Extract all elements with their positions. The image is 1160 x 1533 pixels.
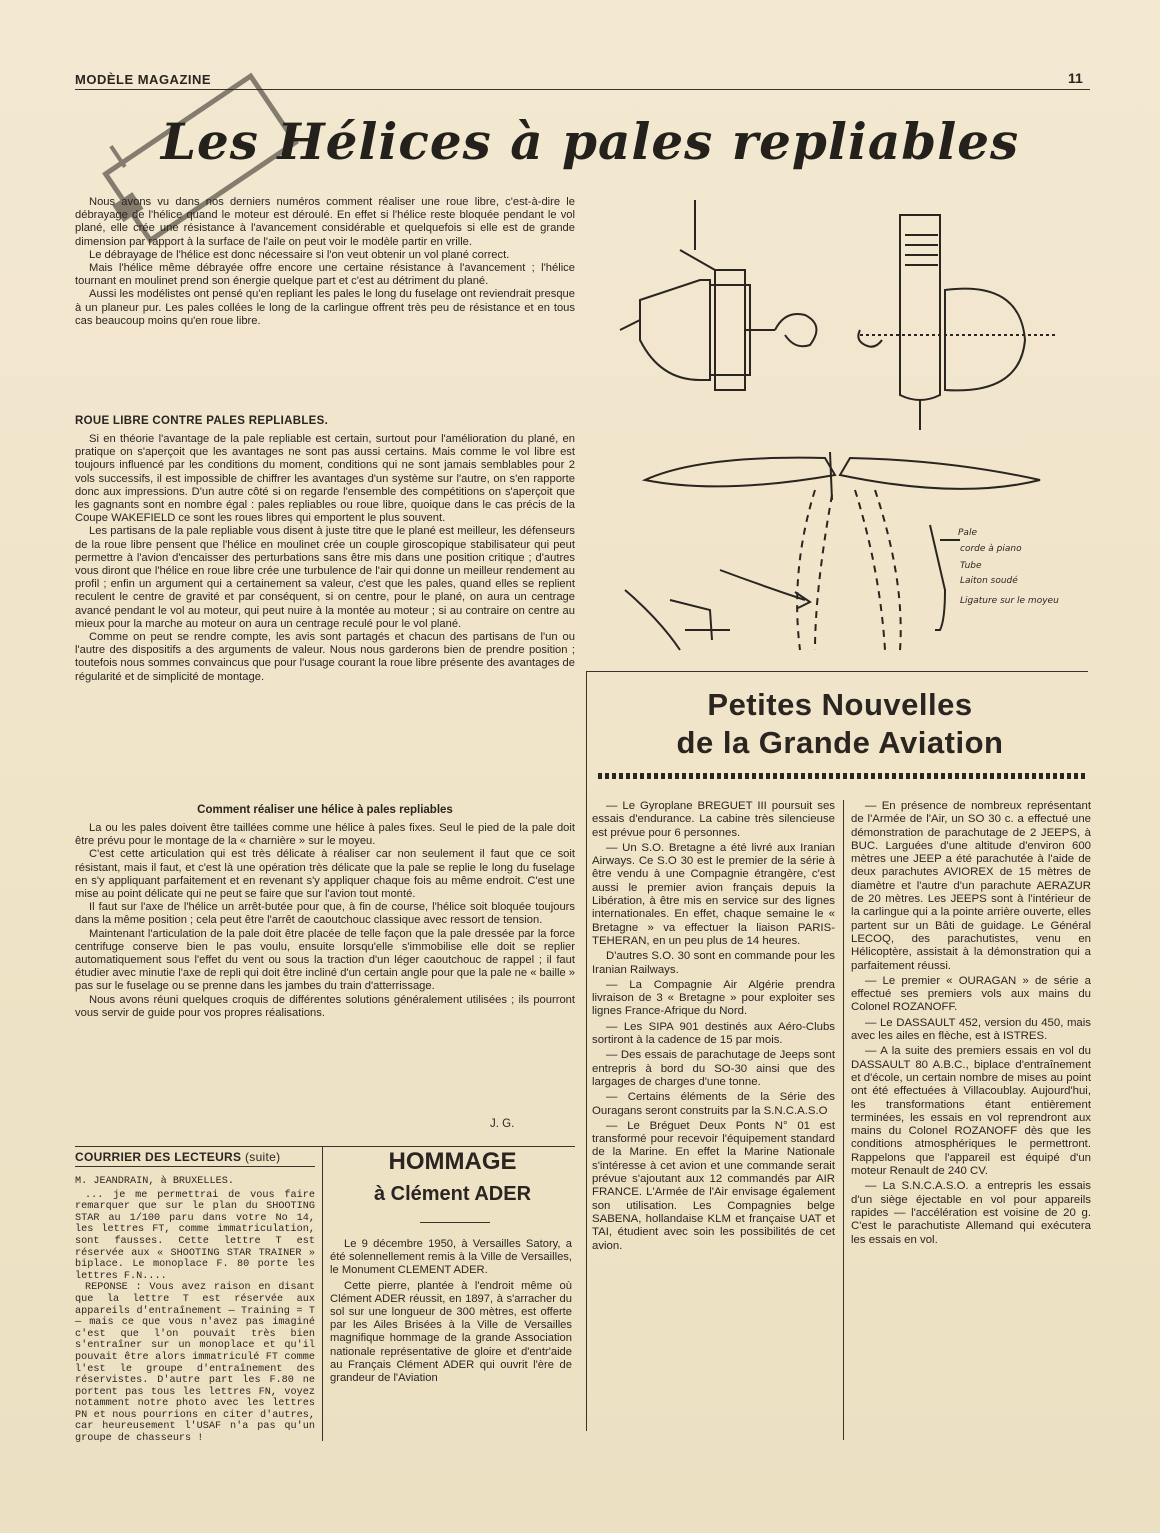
hommage-subtitle: à Clément ADER [373, 1183, 532, 1205]
paragraph: Il faut sur l'axe de l'hélice un arrêt-butée pour que, à fin de course, l'hélice soit bloquée toujours dans la même position ; cela peut être l'arrêt de caoutchouc classique avec ressort de tension. [75, 901, 575, 927]
paragraph: Nous avons réuni quelques croquis de différentes solutions généralement utilisées ; ils pourront vous servir de guide pour vos propres réalisations. [75, 993, 575, 1019]
paragraph: C'est cette articulation qui est très délicate à réaliser car non seulement il faut que ce soit résistant, mais il faut, et c'est là une opération très délicate que la pale se replie le long du fuselage en s'y appliquant parfaitement et en revenant s'y appliquer chaque fois au même endroit. C'est une mise au point délicate qui ne peut se faire que sur l'avion tout monté. [75, 848, 575, 901]
hommage-paragraph: Cette pierre, plantée à l'endroit même où Clément ADER réussit, en 1897, à s'arracher du sol sur une longueur de 300 mètres, est offerte par les Ailes Brisées à la Ville de Versailles magnifique hommage de la grande Association nationale représentative de gloire et d'entr'aide au Français Clément ADER qui ouvrit l'ère de grandeur de l'Aviation [330, 1279, 572, 1385]
news-item: — Le Gyroplane BREGUET III poursuit ses essais d'endurance. La cabine très silencieuse est prévue pour 6 personnes. [592, 800, 835, 839]
paragraph: Si en théorie l'avantage de la pale repliable est certain, surtout pour l'amélioration du plané, en pratique on s'aperçoit que les avantages ne sont pas aussi certains. Mais comme le vol libre est toujours influencé par les conditions du moment, conditions qui ne sont jamais semblables pour 2 vols successifs, il est impossible de chiffrer les avantages d'un système sur l'autre, on s'en rapporte donc aux impressions. D'un autre côté si on regarde l'ensemble des compétitions on s'aperçoit que les gagnants sont en nombre égal : pales repliables ou roue libre, quoique dans le cas précis de la Coupe WAKEFIELD ce sont les roues libres qui emportent le plus souvent. [75, 433, 575, 525]
paragraph: Aussi les modélistes ont pensé qu'en repliant les pales le long du fuselage ont reviendrait presque à un planeur pur. Les pales collées le long de la carlingue offrent très peu de résistance et en tous cas beaucoup moins qu'en roue libre. [75, 288, 575, 327]
section-heading-roue-libre: ROUE LIBRE CONTRE PALES REPLIABLES. [75, 415, 329, 427]
diagram-label-tube: Tube [960, 561, 982, 571]
nouvelles-left-rule [586, 671, 587, 1431]
courrier-paragraph: ... je me permettrai de vous faire remarquer que sur le plan du SHOOTING STAR au 1/100 paru dans votre No 14, les lettres FT, comme immatriculation, sont fausses. Cette lettre T est réservée aux « SHOOTING STAR TRAINER » biplace. Le monoplace F. 80 porte les lettres F.N.... [75, 1189, 315, 1282]
paragraph: La ou les pales doivent être taillées comme une hélice à pales fixes. Seul le pied de la pale doit être prévu pour le montage de la « charnière » sur le moyeu. [75, 822, 575, 848]
folding-propeller-sketches [600, 190, 1070, 660]
news-item: — Les SIPA 901 destinés aux Aéro-Clubs sortiront à la cadence de 15 par mois. [592, 1020, 835, 1047]
hommage-rule [420, 1222, 490, 1223]
nouvelles-title-line1: Petites Nouvelles [707, 687, 973, 722]
section-heading-comment: Comment réaliser une hélice à pales repliables [197, 804, 453, 816]
news-item: — La Compagnie Air Algérie prendra livraison de 3 « Bretagne » pour exploiter ses lignes France-Afrique du Nord. [592, 978, 835, 1018]
news-item: — Le DASSAULT 452, version du 450, mais avec les ailes en flèche, est à ISTRES. [851, 1016, 1091, 1043]
fuselage-sketch-right [900, 215, 940, 400]
article-signature: J. G. [490, 1118, 515, 1130]
column-divider [843, 800, 844, 1440]
page-number: 11 [1068, 70, 1083, 86]
courrier-heading-rule [75, 1166, 315, 1167]
diagram-label-corde: corde à piano [960, 544, 1022, 554]
nouvelles-top-rule [586, 671, 1088, 672]
nouvelles-ornament-rule [598, 773, 1086, 779]
courrier-top-rule [75, 1146, 575, 1147]
paragraph: Comme on peut se rendre compte, les avis sont partagés et chacun des partisans de l'un ou l'autre des dispositifs a des arguments de valeur. Nous nous garderons bien de prendre position ; toutefois nous sommes convaincus que pour l'usage courant la roue libre présente des avantages de régularité et de simplicité de montage. [75, 631, 575, 683]
paragraph: Mais l'hélice même débrayée offre encore une certaine résistance à l'avancement ; l'hélice tournant en moulinet prend son énergie quelque part et c'est au détriment du plané. [75, 262, 575, 288]
nouvelles-title [590, 686, 1090, 762]
courrier-body [75, 1176, 315, 1445]
hommage-body [330, 1238, 572, 1387]
paragraph: Les partisans de la pale repliable vous disent à juste titre que le plané est meilleur, les défenseurs de la roue libre pensent que l'hélice en moulinet crée un couple giroscopique stabilisateur qui peut permettre à l'avion d'encaisser des perturbations sans être mis dans une position critique ; d'autres vous diront que l'hélice en roue libre crée une turbulence de l'air qui donne un meilleur rendement au profil ; enfin un argument qui a certainement sa valeur, c'est que les pales, quand elles se replient reculent le centre de gravité et par conséquent, si on centre, pour le plané, on aura un centrage avancé pendant le vol au moteur, qui peut nuire à la montée au moteur ; si au contraire on centre au mieux pour la marche au moteur on aura un centrage reculé pour le vol plané. [75, 525, 575, 630]
courrier-heading [75, 1150, 280, 1164]
news-item: D'autres S.O. 30 sont en commande pour les Iranian Railways. [592, 950, 835, 976]
nouvelles-column-1 [592, 800, 835, 1255]
spinner-sketch-left [640, 280, 710, 380]
nouvelles-column-2 [851, 800, 1091, 1249]
news-item: — A la suite des premiers essais en vol du DASSAULT 80 A.B.C., biplace d'entraînement et d'école, un certain nombre de mises au point ont été effectuées à Villacoublay. Aujourd'hui, les transformations étant entièrement terminées, les essais en vol reprendront aux mains du Colonel ROZANOFF dès que les conditions atmosphériques le permettront. Rappelons que l'appareil est équipé d'un moteur Renault de 240 CV. [851, 1045, 1091, 1178]
paragraph: Nous avons vu dans nos derniers numéros comment réaliser une roue libre, c'est-à-dire le débrayage de l'hélice quand le moteur est déroulé. En effet si l'hélice reste bloquée pendant le vol plané, elle crée une résistance à l'avancement considérable et quelquefois si elle est de grande dimension par rapport à la surface de l'aile on peut voir le modèle partir en vrille. [75, 196, 575, 248]
news-item: — Un S.O. Bretagne a été livré aux Iranian Airways. Ce S.O 30 est le premier de la série à être vendu à une Compagnie étrangère, c'est aussi le premier avion français depuis la Libération, à être mis en service sur des lignes internationales. En effet, chaque semaine le « Bretagne » va effectuer la liaison PARIS-TEHERAN, en un peu plus de 14 heures. [592, 841, 835, 947]
hommage-title: HOMMAGE [388, 1148, 517, 1175]
courrier-paragraph: REPONSE : Vous avez raison en disant que la lettre T est réservée aux appareils d'entraînement — Training = T — mais ce que vous n'avez pas imaginé c'est que l'on pouvait très bien s'entraîner sur un monoplace et qu'il pouvait être alors immatriculé FT comme l'est le groupe d'entraînement des réservistes. D'autre part les F.80 ne portent pas tous les lettres FN, voyez notamment notre photo avec les lettres PN et nous pourrions en citer d'autres, car heureusement l'USAF n'a pas qu'un groupe de chasseurs ! [75, 1282, 315, 1445]
article-intro [75, 196, 575, 328]
paragraph: Maintenant l'articulation de la pale doit être placée de telle façon que la pale dressée par la force centrifuge conserve bien le pas voulu, ensuite lorsqu'elle s'immobilise elle doit se replier automatiquement sous l'effet du vent ou sous la traction d'un léger caoutchouc de rappel ; il faut étudier avec minutie l'axe de repli qui doit être incliné d'un certain angle pour que la pale ne « baille » pas sur le fuselage ou se prenne dans les jambes du train d'atterrissage. [75, 927, 575, 993]
news-item: — En présence de nombreux représentant de l'Armée de l'Air, un SO 30 c. a effectué une démonstration de parachutage de 2 JEEPS, à BUC. Larguées d'une altitude d'environ 600 mètres une JEEP a été parachutée à l'aide de deux parachutes AVIOREX de 15 mètres de diamètre et l'autre d'un parachute AERAZUR de 20 mètres. Les JEEPS sont à l'intérieur de la carlingue qui a la pointe arrière ouverte, elles partent sur un Bâti de guidage. Le Général LECOQ, des parachutistes, venu en Hélicoptère, assistait à la démonstration qui a parfaitement réussi. [851, 800, 1091, 972]
blade-sketch-left [645, 458, 835, 487]
courrier-heading-suffix: (suite) [244, 1150, 281, 1164]
hommage-left-rule [322, 1146, 323, 1441]
hommage-paragraph: Le 9 décembre 1950, à Versailles Satory, a été solennellement remis à la Ville de Versailles, le Monument CLEMENT ADER. [330, 1238, 572, 1277]
courrier-from: M. JEANDRAIN, à BRUXELLES. [75, 1176, 234, 1187]
news-item: — Le premier « OURAGAN » de série a effectué ses premiers vols aux mains du Colonel ROZANOFF. [851, 974, 1091, 1014]
magazine-name: MODÈLE MAGAZINE [75, 72, 212, 87]
news-item: — La S.N.C.A.S.O. a entrepris les essais d'un siège éjectable en vol pour appareils rapides — l'accélération est voisine de 20 g. C'est le parachutiste Allemand qui exécutera les essais en vol. [851, 1180, 1091, 1246]
article-section2 [75, 822, 575, 1020]
paragraph: Le débrayage de l'hélice est donc nécessaire si l'on veut obtenir un vol plané correct. [89, 248, 510, 261]
article-title: Les Hélices à pales repliables [160, 112, 1020, 171]
blade-sketch-right [840, 458, 1040, 489]
nouvelles-title-line2: de la Grande Aviation [676, 725, 1004, 760]
diagram-label-laiton: Laiton soudé [960, 576, 1018, 586]
news-item: — Certains éléments de la Série des Ouragans seront construits par la S.N.C.A.S.O [592, 1091, 835, 1117]
article-section1 [75, 433, 575, 684]
diagram-label-pale: Pale [958, 528, 977, 538]
courrier-heading-title: COURRIER DES LECTEURS [75, 1150, 242, 1164]
news-item: — Le Bréguet Deux Ponts N° 01 est transformé pour recevoir l'équipement standard de la Marine. En effet la Marine Nationale s'intéresse à cet avion et une commande serait prévue s'ajoutant aux 12 commandés par AIR FRANCE. L'Armée de l'Air envisage également son utilisation. Les Compagnies belge SABENA, hollandaise KLM et française UAT et TAI, étudient avec soin les possibilités de cet avion. [592, 1119, 835, 1252]
news-item: — Des essais de parachutage de Jeeps sont entrepris à bord du SO-30 ainsi que des largages de charges d'une tonne. [592, 1049, 835, 1088]
diagram-label-ligature: Ligature sur le moyeu [960, 596, 1059, 606]
